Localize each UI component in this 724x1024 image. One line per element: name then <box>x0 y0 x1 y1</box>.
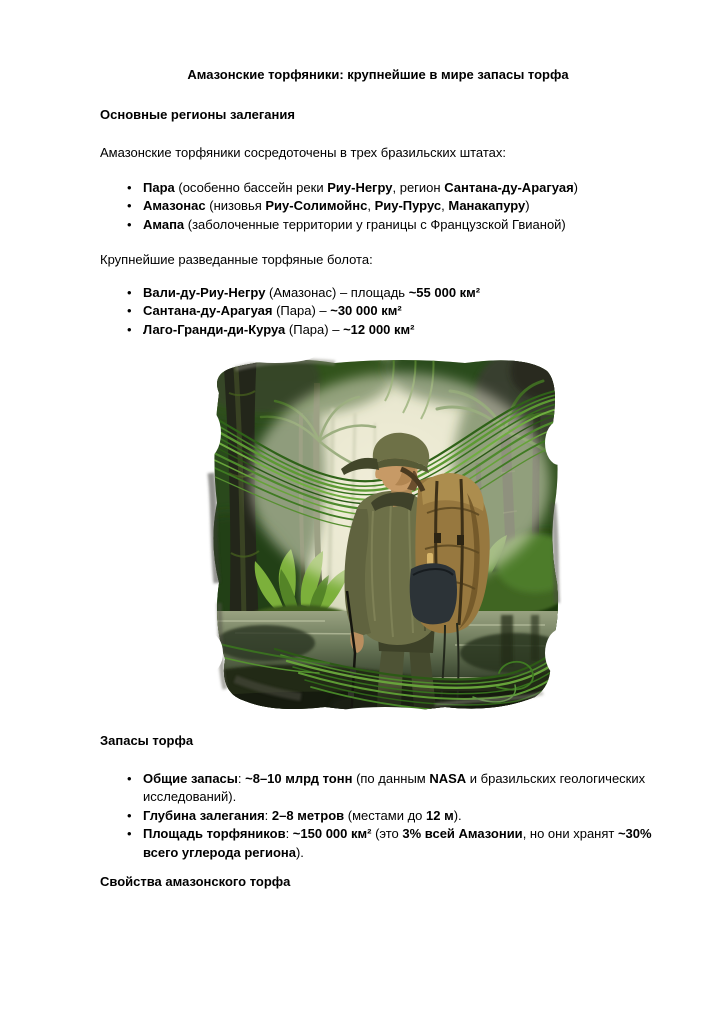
intro-paragraph: Амазонские торфяники сосредоточены в трех бразильских штатах: <box>100 145 507 160</box>
bullet-icon: • <box>127 198 132 213</box>
bullet-icon: • <box>127 770 132 786</box>
bullet-icon: • <box>127 303 132 318</box>
list-item-text <box>143 770 645 807</box>
heading-reserves: Запасы торфа <box>100 733 194 748</box>
list-item-text: Лаго-Гранди-ди-Куруа (Пара) – ~12 000 км² <box>143 321 415 337</box>
list-item-text: Амапа (заболоченные территории у границы с Французской Гвианой) <box>143 216 566 232</box>
bullet-icon: • <box>127 826 132 841</box>
bullet-icon: • <box>127 807 132 823</box>
list-item <box>100 302 656 321</box>
heading-properties: Свойства амазонского торфа <box>100 874 291 889</box>
list-item <box>100 825 656 862</box>
bullet-icon: • <box>127 179 132 195</box>
list-item-text: Вали-ду-Риу-Негру (Амазонас) – площадь ~55 000 км² <box>143 284 481 300</box>
list-item <box>100 197 656 216</box>
list-item <box>100 770 656 807</box>
list-item <box>100 179 656 198</box>
list-item-text: Пара (особенно бассейн реки Риу-Негру, регион Сантана-ду-Арагуая) <box>143 179 579 195</box>
regions-list <box>100 179 656 235</box>
list-item <box>100 807 656 826</box>
heading-main-regions: Основные регионы залегания <box>100 106 295 122</box>
bogs-list <box>100 284 656 340</box>
bullet-icon: • <box>127 216 132 232</box>
document-title: Амазонские торфяники: крупнейшие в мире запасы торфа <box>187 67 569 82</box>
list-item-line: Площадь торфяников: ~150 000 км² (это 3% всей Амазонии, но они хранят ~30% <box>143 826 652 841</box>
list-item <box>100 321 656 340</box>
bogs-intro-paragraph: Крупнейшие разведанные торфяные болота: <box>100 252 373 267</box>
list-item-text: Глубина залегания: 2–8 метров (местами до 12 м). <box>143 807 462 823</box>
list-item-text: Амазонас (низовья Риу-Солимойнс, Риу-Пурус, Манакапуру) <box>143 198 530 213</box>
list-item-text <box>143 825 652 862</box>
reserves-list <box>100 770 656 863</box>
list-item-line: исследований). <box>143 789 237 804</box>
bullet-icon: • <box>127 321 132 337</box>
jungle-explorer-image <box>205 353 562 719</box>
list-item-line: Общие запасы: ~8–10 млрд тонн (по данным NASA и бразильских геологических <box>143 770 646 786</box>
list-item <box>100 216 656 235</box>
bullet-icon: • <box>127 284 132 300</box>
list-item-text: Сантана-ду-Арагуая (Пара) – ~30 000 км² <box>143 303 402 318</box>
list-item <box>100 284 656 303</box>
jungle-explorer-artwork <box>205 353 562 719</box>
list-item-line: всего углерода региона). <box>143 844 304 860</box>
